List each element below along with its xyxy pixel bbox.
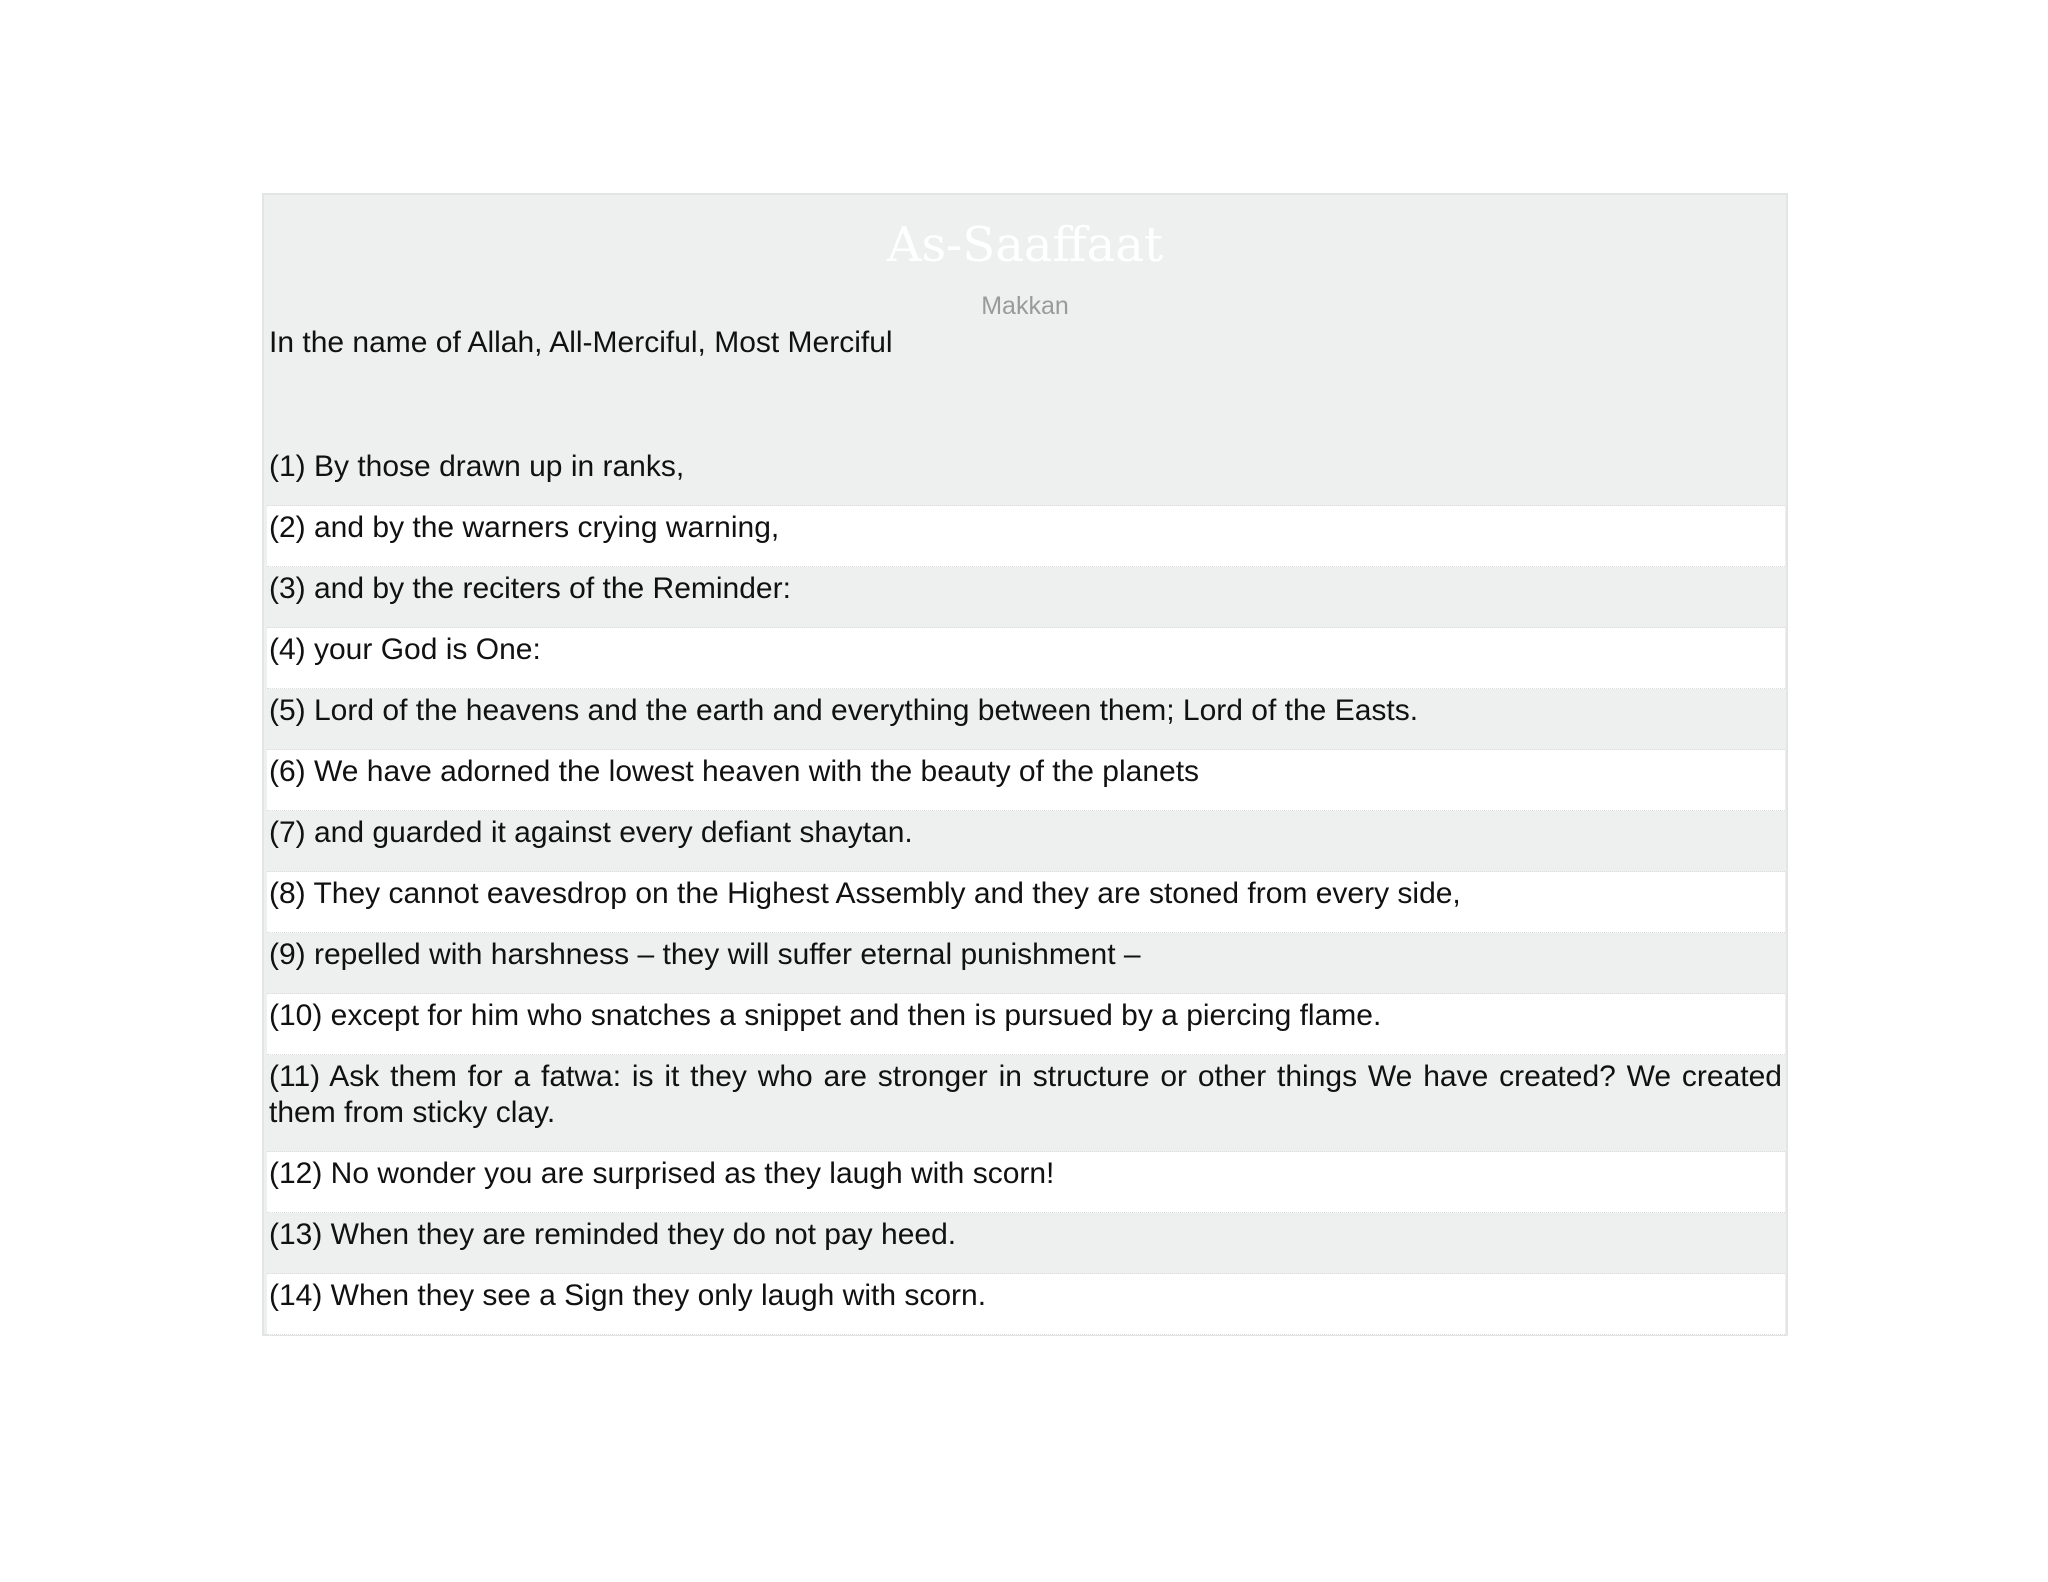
verse-12: (12) No wonder you are surprised as they laugh with scorn! xyxy=(267,1152,1785,1213)
verse-2: (2) and by the warners crying warning, xyxy=(267,506,1785,567)
verse-3: (3) and by the reciters of the Reminder: xyxy=(267,567,1785,628)
verse-11: (11) Ask them for a fatwa: is it they who are stronger in structure or other things We have created? We created them from sticky clay. xyxy=(267,1055,1785,1152)
verse-13: (13) When they are reminded they do not pay heed. xyxy=(267,1213,1785,1274)
verse-6: (6) We have adorned the lowest heaven with the beauty of the planets xyxy=(267,750,1785,811)
verse-4: (4) your God is One: xyxy=(267,628,1785,689)
verse-9: (9) repelled with harshness – they will suffer eternal punishment – xyxy=(267,933,1785,994)
verse-8: (8) They cannot eavesdrop on the Highest Assembly and they are stoned from every side, xyxy=(267,872,1785,933)
surah-revelation-type: Makkan xyxy=(981,292,1069,320)
basmala: In the name of Allah, All-Merciful, Most Merciful xyxy=(269,326,893,359)
verse-7: (7) and guarded it against every defiant shaytan. xyxy=(267,811,1785,872)
verse-14: (14) When they see a Sign they only laugh with scorn. xyxy=(267,1274,1785,1335)
verse-10: (10) except for him who snatches a snippet and then is pursued by a piercing flame. xyxy=(267,994,1785,1055)
verse-list xyxy=(267,445,1785,1335)
verse-1: (1) By those drawn up in ranks, xyxy=(267,445,1785,506)
surah-panel xyxy=(262,193,1788,1336)
verse-5: (5) Lord of the heavens and the earth and everything between them; Lord of the Easts. xyxy=(267,689,1785,750)
surah-title: As-Saaffaat xyxy=(886,217,1164,273)
